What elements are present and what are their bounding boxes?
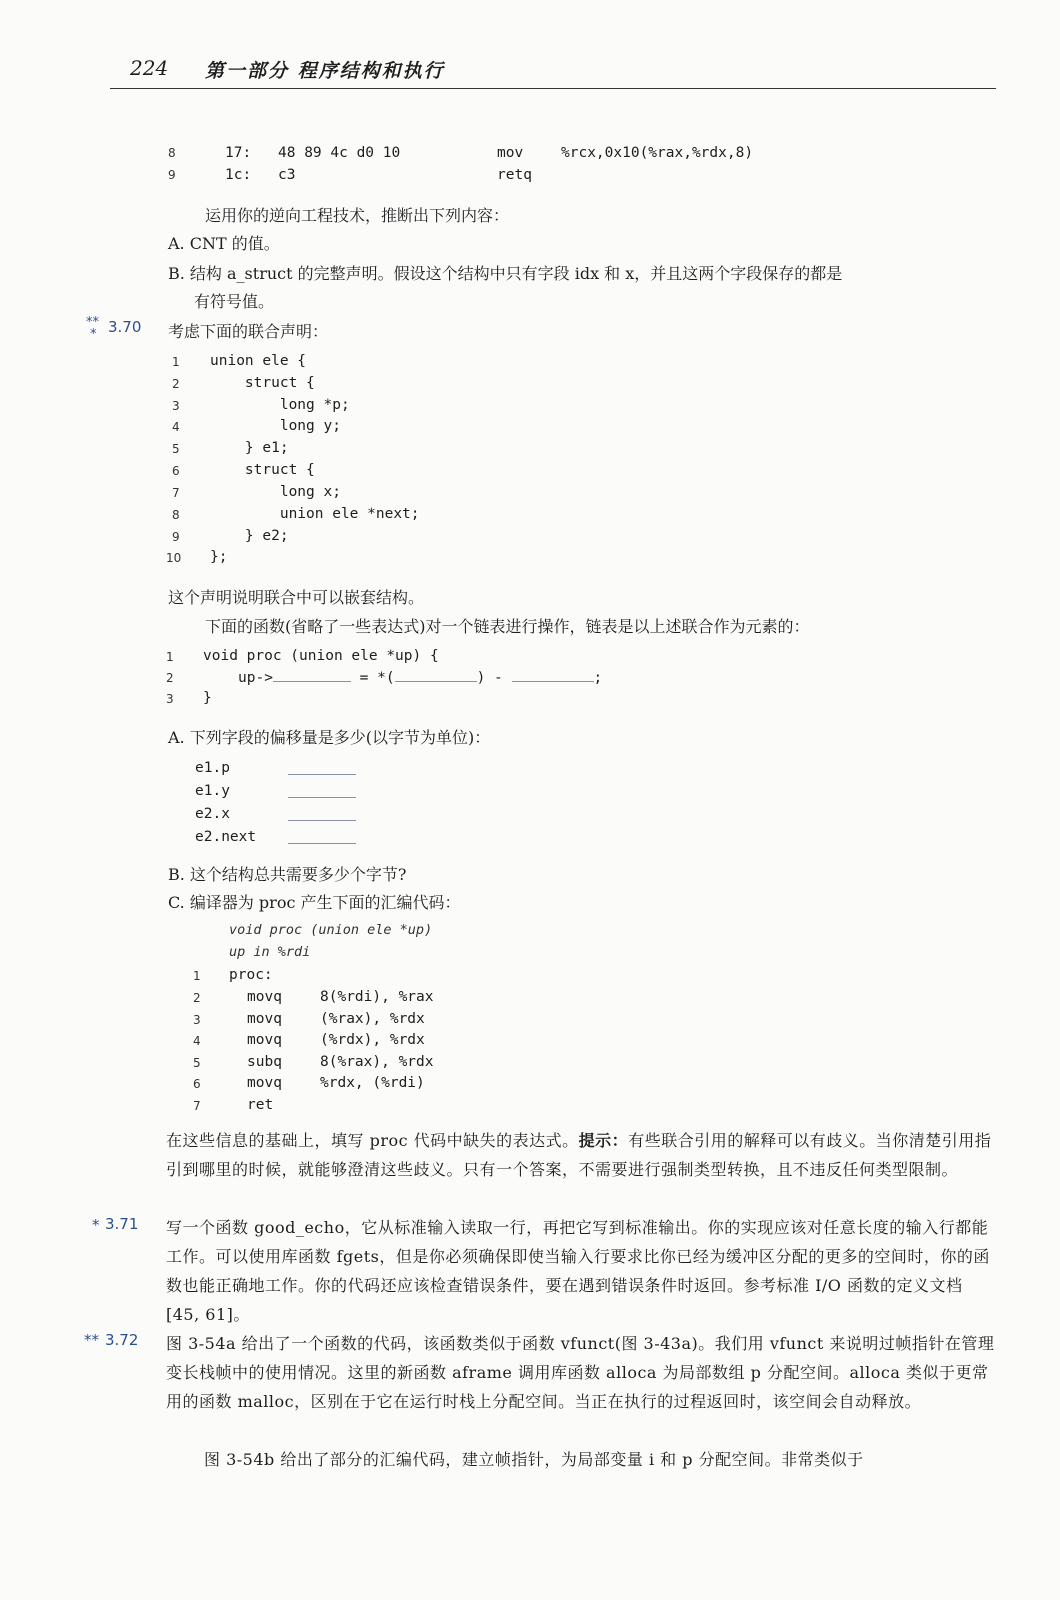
ex372-text: 图 3-54a 给出了一个函数的代码，该函数类似于函数 vfunct(图 3-43a)。我们用 vfunct 来说明过帧指针在管理变长栈帧中的使用情况。这里的新函数 aframe 调用库函数 alloca 为局部数组 p 分配空间。alloca 类似于更常用的函数 malloc，区别在于它在运行时栈上分配空间。当正在执行的过程返回时，该空间会自动释放。 bbox=[166, 1334, 995, 1411]
ex369-intro: 运用你的逆向工程技术，推断出下列内容： bbox=[205, 206, 510, 225]
fill-in-blank bbox=[512, 669, 594, 682]
ex370-question-a: A. 下列字段的偏移量是多少(以字节为单位)： bbox=[168, 728, 491, 747]
ex370-intro: 考虑下面的联合声明： bbox=[168, 322, 329, 341]
ex372-number: 3.72 bbox=[105, 1331, 139, 1349]
code-line: long y; bbox=[210, 418, 341, 434]
code-line: struct { bbox=[210, 462, 315, 478]
ex370-difficulty-star-below: * bbox=[90, 327, 97, 342]
field-name: e1.p bbox=[195, 760, 230, 776]
code-op: mov bbox=[497, 145, 524, 161]
code-line-number: 10 bbox=[166, 551, 182, 565]
code-line-number: 3 bbox=[193, 1013, 201, 1027]
code-line-number: 2 bbox=[172, 377, 180, 391]
code-line-number: 7 bbox=[193, 1099, 201, 1113]
code-text: ; bbox=[593, 670, 603, 686]
code-line: union ele *next; bbox=[210, 506, 420, 522]
code-bytes: 48 89 4c d0 10 bbox=[278, 145, 401, 161]
page-number: 224 bbox=[130, 56, 169, 80]
asm-op: movq bbox=[247, 1011, 282, 1027]
closing-text: 有些联合引用的解释可以有歧义。当你清楚引用指引到哪里的时候，就能够澄清这些歧义。只有一个答案，不需要进行强制类型转换，且不违反任何类型限制。 bbox=[166, 1131, 992, 1179]
asm-op: subq bbox=[247, 1054, 282, 1070]
ex370-difficulty-stars: ** bbox=[86, 315, 99, 330]
code-line-number: 6 bbox=[172, 464, 180, 478]
code-line-number: 8 bbox=[172, 508, 180, 522]
code-line-number: 7 bbox=[172, 486, 180, 500]
code-line-number: 3 bbox=[172, 399, 180, 413]
ex370-question-c: C. 编译器为 proc 产生下面的汇编代码： bbox=[168, 893, 461, 912]
field-name: e2.next bbox=[195, 829, 257, 845]
code-line-number: 2 bbox=[166, 671, 174, 685]
asm-args: %rdx, (%rdi) bbox=[320, 1075, 425, 1091]
code-line: long x; bbox=[210, 484, 341, 500]
ex371-text: 写一个函数 good_echo，它从标准输入读取一行，再把它写到标准输出。你的实现应该对任意长度的输入行都能工作。可以使用库函数 fgets，但是你必须确保即使当输入行要求比你已经为缓冲区分配的更多的空间时，你的函数也能正确地工作。你的代码还应该检查错误条件，要在遇到错误条件时返回。参考标准 I/O 函数的定义文档[45, 61]。 bbox=[166, 1218, 990, 1324]
code-line-number: 5 bbox=[172, 442, 180, 456]
asm-op: movq bbox=[247, 1075, 282, 1091]
code-address: 17: bbox=[225, 145, 252, 161]
code-line: void proc (union ele *up) { bbox=[203, 648, 439, 664]
ex371-number: 3.71 bbox=[105, 1215, 139, 1233]
field-name: e2.x bbox=[195, 806, 230, 822]
code-args: %rcx,0x10(%rax,%rdx,8) bbox=[561, 145, 754, 161]
asm-op: movq bbox=[247, 989, 282, 1005]
ex369-question-b-line2: 有符号值。 bbox=[194, 292, 275, 311]
code-line: } e1; bbox=[210, 440, 289, 456]
nested-struct-note: 这个声明说明联合中可以嵌套结构。 bbox=[168, 588, 425, 607]
code-line-number: 1 bbox=[166, 650, 174, 664]
ex370-question-b: B. 这个结构总共需要多少个字节? bbox=[168, 865, 407, 884]
code-line-number: 9 bbox=[172, 530, 180, 544]
code-line-number: 8 bbox=[168, 146, 176, 160]
asm-op: ret bbox=[247, 1097, 274, 1113]
asm-args: 8(%rax), %rdx bbox=[320, 1054, 434, 1070]
code-text: up-> bbox=[238, 670, 273, 686]
code-line-number: 5 bbox=[193, 1056, 201, 1070]
code-line-number: 3 bbox=[166, 692, 174, 706]
fill-in-blank bbox=[395, 669, 477, 682]
ex370-number: 3.70 bbox=[108, 318, 142, 336]
code-text: ) - bbox=[476, 670, 512, 686]
asm-comment: up in %rdi bbox=[229, 944, 311, 960]
asm-comment: void proc (union ele *up) bbox=[229, 922, 433, 938]
code-op: retq bbox=[497, 167, 532, 183]
ex372-difficulty-stars: ** bbox=[84, 1331, 99, 1349]
fill-in-blank bbox=[288, 797, 356, 798]
code-line-number: 1 bbox=[172, 355, 180, 369]
fill-in-blank bbox=[288, 843, 356, 844]
fill-in-blank bbox=[273, 669, 351, 682]
ex369-question-b-line1: B. 结构 a_struct 的完整声明。假设这个结构中只有字段 idx 和 x，并且这两个字段保存的都是 bbox=[168, 264, 843, 283]
fill-in-blank bbox=[288, 774, 356, 775]
ex370-closing-paragraph bbox=[166, 1126, 996, 1184]
code-line-number: 2 bbox=[193, 991, 201, 1005]
code-line-number: 6 bbox=[193, 1077, 201, 1091]
code-line: long *p; bbox=[210, 397, 350, 413]
asm-args: (%rax), %rdx bbox=[320, 1011, 425, 1027]
code-line: struct { bbox=[210, 375, 315, 391]
ex369-question-a: A. CNT 的值。 bbox=[168, 234, 280, 253]
proc-function-intro: 下面的函数(省略了一些表达式)对一个链表进行操作，链表是以上述联合作为元素的： bbox=[205, 617, 810, 636]
asm-args: 8(%rdi), %rax bbox=[320, 989, 434, 1005]
ex372-text-continued: 图 3-54b 给出了部分的汇编代码，建立帧指针，为局部变量 i 和 p 分配空间。非常类似于 bbox=[204, 1450, 864, 1469]
code-line: union ele { bbox=[210, 353, 307, 369]
code-line: } bbox=[203, 690, 212, 706]
asm-op: movq bbox=[247, 1032, 282, 1048]
code-line-number: 4 bbox=[172, 420, 180, 434]
code-line-number: 4 bbox=[193, 1034, 201, 1048]
code-line bbox=[238, 669, 602, 686]
code-address: 1c: bbox=[225, 167, 252, 183]
closing-text: 在这些信息的基础上，填写 proc 代码中缺失的表达式。 bbox=[166, 1131, 579, 1150]
code-bytes: c3 bbox=[278, 167, 296, 183]
code-text: = *( bbox=[350, 670, 395, 686]
asm-op: proc: bbox=[229, 967, 273, 983]
fill-in-blank bbox=[288, 820, 356, 821]
field-name: e1.y bbox=[195, 783, 230, 799]
code-line-number: 9 bbox=[168, 168, 176, 182]
code-line: } e2; bbox=[210, 528, 289, 544]
asm-args: (%rdx), %rdx bbox=[320, 1032, 425, 1048]
hint-label: 提示： bbox=[578, 1131, 629, 1150]
code-line-number: 1 bbox=[193, 969, 201, 983]
header-rule bbox=[110, 88, 996, 89]
running-header-title: 第一部分 程序结构和执行 bbox=[205, 60, 445, 82]
ex371-difficulty-stars: * bbox=[92, 1216, 100, 1234]
code-line: }; bbox=[210, 549, 228, 565]
